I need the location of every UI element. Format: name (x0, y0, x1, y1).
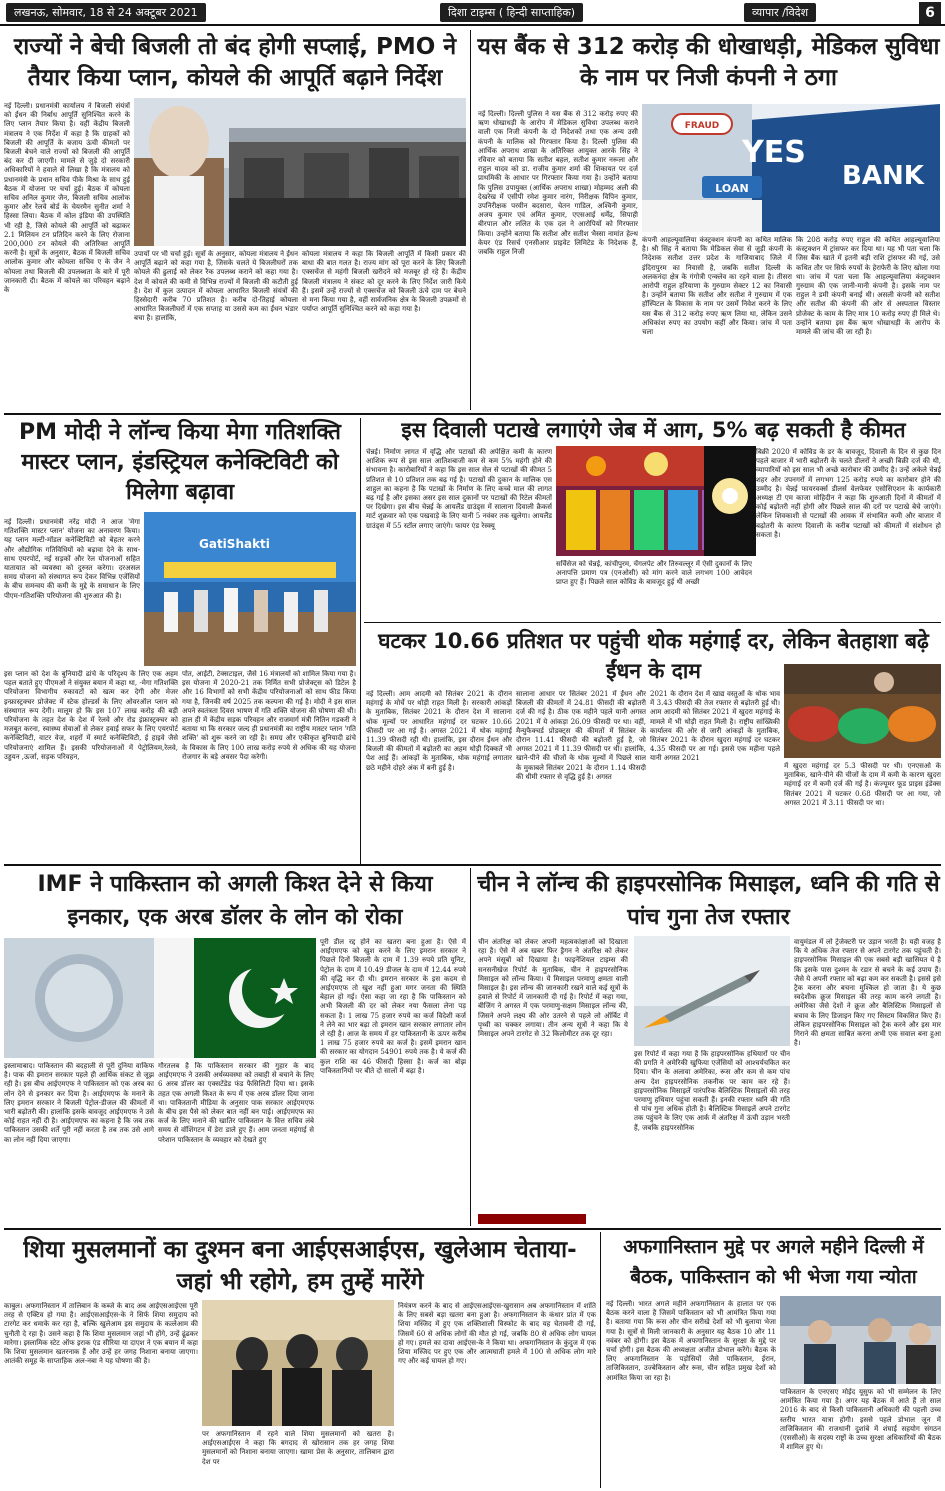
afghan-col1-text: नई दिल्ली। भारत अगले महीने अफगानिस्तान के हालात पर एक बैठक करने वाला है जिसमें पाकिस्तान को भी आमंत्रित किया गया है। बताया गया कि रूस और चीन सरीखे देशों को भी बुलाया भेजा गया है। सूत्रों से मिली जानकारी के अनुसार यह बैठक 10 और 11 नवंबर को होगी। इस बैठक में अफगानिस्तान के सुरक्षा के मुद्दे पर चर्चा होगी। इस बैठक की अध्यक्षता अजीत डोभाल करेंगे। बैठक के लिए अफगानिस्तान के पड़ोसियों जैसे पाकिस्तान, ईरान, ताजिकिस्तान, उज्बेकिस्तान और रूस, चीन सहित प्रमुख देशों को आमंत्रित किया जा रहा है। (606, 1300, 776, 1382)
vegetable-market-photo (784, 664, 941, 758)
imf-pakistan-flags-illustration (4, 938, 316, 1058)
isis-headline: शिया मुसलमानों का दुश्मन बना आईएसआईएस, खुलेआम चेताया- जहां भी रहोगे, हम तुम्हें मारेंगे (23, 1237, 577, 1295)
yes-bank-photo (642, 104, 940, 232)
imf-headline-box (4, 868, 466, 934)
paper-name: दिशा टाइम्स ( हिन्दी साप्ताहिक) (440, 3, 583, 22)
column-rule (600, 1232, 601, 1488)
section-rule (4, 413, 941, 415)
wpi-col3-text: 2021 के दौरान देश में खाद्य वस्तुओं के थोक भाव में 3.43 फीसदी की तेज रफ्तार से बढ़ोतरी हुई थी। आम आदमी को सितंबर 2021 में खुदरा महंगाई के मामले में भी थोड़ी राहत मिली है। राष्ट्रीय सांख्यिकी कार्यालय की ओर से जारी आंकड़ों के मुताबिक, सितंबर 2021 के दौरान खुदरा महंगाई दर घटकर 4.35 फीसदी पर आ गई। इससे एक महीना पहले यानी अगस्त 2021 (650, 690, 780, 763)
page-number: 6 (919, 2, 941, 24)
afghan-headline-box (606, 1232, 941, 1292)
china-col3-text: वायुमंडल में लो ट्रेजेक्टरी पर उड़ान भरती है। यही वजह है कि ये अधिक तेज रफ्तार से अपने टारगेट तक पहुंचती है। हाइपरसोनिक मिसाइल की एक सबसे बड़ी खासियत ये है कि इसके पास दुश्मन के रडार से बचने के कई उपाय हैं। जैसे ये अपनी रफ्तार को बढ़ा कम कर सकती है। इससे इसे ट्रैक करना और बचना मुश्किल हो जाता है। ये कुछ स्वदेशीक क्रूज मिसाइल की तरह काम करने लगती है। अमेरिका जैसे देशों ने क्रूज और बैलिस्टिक मिसाइलों से बचाव के लिए डिजाइन किए गए सिस्टम विकसित किए हैं। लेकिन हाइपरसोनिक मिसाइल को ट्रैक करने और इस मार गिराने की क्षमता साबित करना अभी एक सवाल बना हुआ है। (794, 938, 941, 1048)
china-headline: चीन ने लॉन्च की हाइपरसोनिक मिसाइल, ध्वनि की गति से पांच गुना तेज रफ्तार (477, 872, 940, 930)
gatishakti-stage-illustration (144, 512, 356, 666)
column-rule (470, 30, 471, 410)
gatishakti-launch-photo (144, 512, 356, 666)
isis-fighters-photo (202, 1300, 394, 1426)
diwali-col3-text: बिक्री 2020 में कोविड के डर के बावजूद, दिवाली के दिन से कुछ दिन पहले बाजार में भारी बढ़ोतरी के चलते डीलरों ने अच्छी बिक्री दर्ज की थी, व्यापारियों को इस साल भी अच्छे कारोबार की उम्मीद है। उन्हें अकेले चेन्नई शहर और उपनगरों में लगभग 125 करोड़ रुपये का कारोबार होने की उम्मीद है। चेन्नई फायरवर्क्स डीलर्स वेलफेयर एसोसिएशन के कार्यकारी अध्यक्ष टी एम काजा मोहिदीन ने कहा कि शुरुआती दिनों में कीमतों में कोई बढ़ोतरी नहीं होगी और पिछले साल की दरों पर पटाखे बेचे जाएंगे। लेकिन शिवकाशी से पटाखों की आवक में संभावित कमी और बाजार में बढ़ोतरी के कारण दिवाली के करीब पटाखों को कीमतों में संशोधन हो सकता है। (756, 448, 941, 539)
imf-headline: IMF ने पाकिस्तान को अगली किश्त देने से किया इनकार, एक अरब डॉलर के लोन को रोका (37, 872, 433, 930)
wpi-headline: घटकर 10.66 प्रतिशत पर पहुंची थोक महंगाई दर, लेकिन बेतहाशा बढ़े ईंधन के दाम (378, 629, 929, 683)
china-col1-text: चीन अंतरिक्ष को लेकर अपनी महत्वकांक्षाओं को दिखाता रहा है। ऐसे में अब खबर फिर ड्रैगन ने अंतरिक्ष को लेकर अपने मंसूबों को दिखाया है। फाइनेंशियल टाइम्स की सनसनीखेज रिपोर्ट के मुताबिक, चीन ने हाइपरसोनिक मिसाइल को लॉन्च किया। ये मिसाइल परमाणु क्षमता वाली मिसाइल है। इस लॉन्च की जानकारी रखने वाले कई सूत्रों के हवाले से रिपोर्ट में जानकारी दी गई है। रिपोर्ट में कहा गया, बीजिंग ने अगस्त में एक परमाणु-सक्षम मिसाइल लॉन्च की, जिसने अपने लक्ष्य की ओर उतरने से पहले लो ऑर्बिट में पृथ्वी का चक्कर लगाया। तीन अन्य सूत्रों ने कहा कि ये मिसाइल अपने टारगेट से 32 किलोमीटर तक दूर रहा। (478, 938, 628, 1039)
section-rule (4, 1228, 941, 1230)
wpi-col1-text: नई दिल्ली। आम आदमी को सितंबर 2021 के दौरान महंगाई के मोर्चे पर थोड़ी राहत मिली है। सरकारी आंकड़ों के मुताबिक, सितंबर 2021 के दौरान देश में सालाना थोक मूल्यों पर आधारित महंगाई दर घटकर 10.66 फीसदी पर आ गई है। अगस्त 2021 में थोक महंगाई 11.39 फीसदी रही थी। हालांकि, इस दौरान ईंधन और बिजली की कीमतों में बढ़ोतरी का अहम थोड़ी दिक्कतें भी पेश आई हैं। आंकड़ों के मुताबिक, थोक महंगाई लगातार छठे महीने दोहरे अंक में बनी हुई है। (366, 690, 512, 772)
isis-col2-text: पर अफगानिस्तान में रहने वाले शिया मुसलमानों को खतरा है। आईएसआईएस ने कहा कि बगदाद से खोरासान तक हर जगह शिया मुसलमानों को निशाना बनाया जाएगा। खामा प्रेस के अनुसार, तालिबान द्वारा देश पर (202, 1430, 394, 1466)
loan-label: LOAN (715, 182, 749, 195)
yesbank-col2-text: कंपनी आहल्यूवालिया कंस्ट्रक्शन कंपनी का कथित मालिक है। श्री सिंह ने बताया कि मेडिकल सेवा से जुड़ी कंपनी के निदेशक सतीश उत्तर प्रदेश के गाजियाबाद जिले में इंदिरापुरम का निवासी है, जबकि सतीश दिल्ली के अलकनंदा क्षेत्र के गंगोत्री एन्क्लेव का रहने वाला है। तीसरा आरोपी राहुल हरियाणा के गुरुग्राम सेक्टर 12 का निवासी है। उन्होंने बताया कि सतीश और सतीश ने गुरुग्राम में एक हॉस्पिटल के विकास के नाम पर उसमें निवेश करने के लिए यस बैंक से 312 करोड़ रुपए ऋण लिया था, लेकिन उसने अधिकांश रुपए का उपयोग कहीं और किया। जांच में पता चला (642, 236, 792, 337)
gatishakti-headline: PM मोदी ने लॉन्च किया मेगा गतिशक्ति मास्टर प्लान, इंडस्ट्रियल कनेक्टिविटी को मिलेगा बढ़ावा (19, 420, 341, 505)
sparkler-photo (704, 446, 756, 556)
hypersonic-missile-photo (634, 936, 790, 1046)
yesbank-col1-text: नई दिल्ली। दिल्ली पुलिस ने यस बैंक से 312 करोड़ रुपए की ऋण धोखाधड़ी के आरोप में मेडिकल सुविधा उपलब्ध कराने वाली एक निजी कंपनी के दो निदेशकों तथा एक अन्य उसी कंपनी के मालिक को गिरफ्तार किया है। दिल्ली पुलिस की आर्थिक अपराध शाखा के अतिरिक्त आयुक्त आरके सिंह ने रविवार को बताया कि सतीश बहल, सतीश कुमार नरूला और राहुल यादव को डा. राजीव कुमार शर्मा की शिकायत पर दर्ज प्राथमिकी के आधार पर गिरफ्तार किया गया है। उन्होंने बताया कि पुलिस उपायुक्त (आर्थिक अपराध शाखा) मोहम्मद अली की देखरेख में एसीपी रमेश कुमार नारंग, निरीक्षक विपिन कुमार, उपनिरीक्षक परवीन बदसारा, चेतन गाडिल, अश्विनी कुमार, अजय कुमार एवं अमित कुमार, एएसआई धर्मेंद्र, सिपाही बीरपाल और ललित के एक दल ने आरोपियों को गिरफ्तार किया। उन्होंने बताया कि सतीश और सतीश भैस्सा नामांत हेल्थ केयर एंड रिसर्च एनसीआर प्राइवेट लिमिटेड के निदेशक हैं, जबकि राहुल निजी (478, 110, 638, 257)
officials-meeting-illustration (780, 1296, 941, 1384)
imf-col3-text: पूरी डील रद्द होने का खतरा बना हुआ है। ऐसे में आईएमएफ को खुश करने के लिए इमरान सरकार ने पिछले दिनों बिजली के दाम में 1.39 रुपये प्रति यूनिट, पेट्रोल के दाम में 10.49 डीजल के दाम में 12.44 रुपये की वृद्धि कर दी थी। इमरान सरकार के इस कदम से आईएमएफ तो खुश नहीं हुआ मगर जनता की स्थिति बेहाल हो गई। ऐसा कहा जा रहा है कि पाकिस्तान को अभी बिजली की दर को लेकर नया फैसला लेना पड़ सकता है। 1 लाख 75 हजार रुपये का कर्ज विदेशी कर्ज ने लेने का भार बढ़ा तो इमरान खान सरकार लगातार लोन ले रही है। आज के समय में हर पाकिस्तानी के ऊपर करीब 1 लाख 75 हजार रुपये का कर्ज है। इसमें इमरान खान की सरकार का योगदान 54901 रुपये तक है। ये कर्ज की कुल राशि का 46 फीसदी हिस्सा है। कर्ज का बोझ पाकिस्तानियों पर बीते दो सालों में बढ़ा है। (320, 938, 466, 1075)
wpi-col4-text: में खुदरा महंगाई दर 5.3 फीसदी पर थी। एनएसओ के मुताबिक, खाने-पीने की चीजों के दाम में कमी के कारण खुदरा महंगाई दर में कमी दर्ज की गई है। कंज्यूमर फूड प्राइस इंडेक्स सितंबर 2021 में घटकर 0.68 फीसदी पर आ गया, जो अगस्त 2021 में 3.11 फीसदी पर था। (784, 762, 941, 807)
yesbank-headline-box (476, 32, 941, 94)
power-col2-text: उपायों पर भी चर्चा हुई। सूत्रों के अनुसार, कोयला मंत्रालय ने ईंधन आपूर्ति बढ़ाने को कहा गया है, जिसके चलते ये बिजलीघरों तक कोयले की ढुलाई को लेकर रैक उपलब्ध कराने को कहा गया है। देश में कोयले की कमी से विभिन्न राज्यों में बिजली की कटौती हुई है। देश में कुल उत्पादन में कोयला आधारित बिजली संयंत्रों की हिस्सेदारी करीब 70 प्रतिशत है। करीब दो-तिहाई कोयला आधारित बिजलीघरों में एक सप्ताह या उससे कम का ईंधन भंडार बचा है। हालांकि, (134, 250, 298, 323)
imf-col1-text: इस्लामाबाद। पाकिस्तान की बदहाली से पूरी दुनिया वाकिफ है। पाक की इमरान सरकार पहले ही आर्थिक संकट से जूझ रही है। इस बीच आईएमएफ ने पाकिस्तान को एक अरब का लोन देने से इनकार कर दिया है। आईएमएफ के मनाने के लिए इमरान सरकार ने बिजली पेट्रोल-डीजल की कीमतों में भारी बढ़ोतरी की। हालांकि इसके बावजूद आईएमएफ ने उसे कोई राहत नहीं दी है। आईएमएफ का कहना है कि जब तक पाकिस्तान उसकी शर्तें पूरी नहीं करता है तब तक उसे आगे का लोन नहीं दिया जाएगा। (4, 1062, 154, 1144)
column-rule (470, 868, 471, 1226)
coal-plant-illustration (134, 98, 466, 246)
diwali-col1-text: चेन्नई। निर्माण लागत में वृद्धि और पटाखों की अपेक्षित कमी के कारण आशिक रूप से इस साल आतिशबाजी कम से कम 5% महंगी होने की संभावना है। कारोबारियों ने कहा कि इस साल सेल से पटाखों की कीमत 5 प्रतिशत से 10 प्रतिशत तक बढ़ गई है। पटाखों की दुकान के मालिक एस शाहुल का कहना है कि पटाखों के निर्माण के लिए कच्चे माल की लागत बढ़ गई है और इसका असर इस साल दुकानों पर पटाखों की रिटेल कीमतों पर दिखेगा। इस बीच चेन्नई के आयलैंड ग्राउंड्स में सालाना दिवाली क्रैकर्स मार्ट शुक्रवार को एक पखवाड़े के लिए यानी 5 नवंबर तक खुलेगा। आयलैंड ग्राउंड्स में 55 स्टॉल लगाए जाएंगे। फायर एंड रेस्क्यू (366, 448, 552, 530)
dateline: लखनऊ, सोमवार, 18 से 24 अक्टूबर 2021 (6, 3, 206, 22)
yes-bank-illustration (642, 104, 940, 232)
missile-illustration (634, 936, 790, 1046)
yesbank-headline: यस बैंक से 312 करोड़ की धोखाधड़ी, मेडिकल सुविधा के नाम पर निजी कंपनी ने ठगा (477, 34, 940, 91)
power-lead-text: नई दिल्ली। प्रधानमंत्री कार्यालय ने बिजली संयंत्रों को ईंधन की निर्बाध आपूर्ति सुनिश्चित करने के लिए प्लान तैयार किया है। वहीं केंद्रीय बिजली मंत्रालय ने एक निर्देश में कहा है कि ग्राहकों को बिजली की आपूर्ति के बजाय ऊंची कीमतों पर बिजली बेचने वाले राज्यों को बिजली की आपूर्ति बंद कर दी जाएगी। मामले से जुड़े दो सरकारी अधिकारियों ने हवाले से लिखा है कि मंत्रालय को प्रधानमंत्री के प्रधान सचिव पीके मिश्रा के साथ हुई बैठक में योजना पर चर्चा हुई। बैठक में कोयला सचिव अनिल कुमार जैन, बिजली सचिव आलोक कुमार और रेलवे बोर्ड के चेयरमैन सुनीत शर्मा ने हिस्सा लिया। बैठक में कोल इंडिया की उपस्थिति भी रही है, जिसे कोयले की आपूर्ति को बढ़ाकर 2.1 मिलियन टन प्रतिदिन करने के लिए रोजाना 200,000 टन कोयले की अतिरिक्त आपूर्ति करनी है। सूत्रों के अनुसार, बैठक में बिजली सचिव आलोक कुमार और कोयला सचिव ए के जैन ने कोयला तथा बिजली की उपलब्धता के बारे में पूरी जानकारी दी। बैठक में कोयले का परिवहन बढ़ाने के (4, 102, 130, 295)
vegetable-market-illustration (784, 664, 941, 758)
yes-logo-text: YES (742, 135, 806, 170)
power-story-headline-box (4, 32, 466, 94)
isis-headline-box (4, 1234, 596, 1298)
imf-col2-text: गौरतलब है कि पाकिस्तान सरकार की गुहार के बाद आईएमएफ ने उसकी अर्थव्यवस्था को तबाही से बचाने के लिए 6 अरब डॉलर का एक्सटेंडेड फंड फैसिलिटी दिया था। इसके तहत एक अगली किश्त के रूप में एक अरब डॉलर दिया जाना था। पाकिस्तानी मीडिया के अनुसार पाक सरकार आईएमएफ के बीच इस पैसे को लेकर बात नहीं बन पाई। आईएमएफ का कर्ज के लिए मनाने की खातिर पाकिस्तान के वित्त सचिव लंबे समय से वॉशिंगटन में डेरा डाले हुए हैं। आम जनता महंगाई से परेशान पाकिस्तान के व्यवहार को देखते हुए (158, 1062, 314, 1144)
section-rule (4, 864, 941, 866)
diwali-headline: इस दिवाली पटाखे लगाएंगे जेब में आग, 5% बढ़ सकती है कीमत (401, 418, 906, 442)
isis-col1-text: काबुल। अफगानिस्तान में तालिबान के कब्जे के बाद अब आईएसआईएस पूरी तरह से एक्टिव हो गया है। आईएसआईएस-के ने सिर्फ शिया समुदाय को टारगेट कर धमाके कर रहा है, बल्कि खुलेआम इस समुदाय के कत्लेआम की चुनौती दे रहा है। उसने कहा है कि शिया मुसलमान जहां भी होंगे, उन्हें ढूंढकर मारेगा। इस्लामिक स्टेट ऑफ इराक एंड सीरिया या दाएश ने एक बयान में कहा कि शिया मुसलमान खतरनाक हैं और उन्हें हर जगह निशाना बनाया जाएगा। आतंकी समूह के साप्ताहिक अल-नबा ने यह घोषणा की है। (4, 1302, 198, 1366)
page-header (0, 0, 945, 26)
section-rule (364, 622, 941, 623)
gatishakti-col1-text: इस प्लान को देश के बुनियादी ढांचे के परिदृश्य के लिए एक अहम पहल बताते हुए पीएमओ ने संयुक्त बयान में कहा था, -मेगा गतिशक्ति परियोजना विभागीय रुकावटों को खत्म कर देगी और मेजर इन्फ्रास्ट्रक्चर प्रोजेक्ट में स्टेक होल्डर्स के लिए ओवरऑल प्लान को संस्थागत रूप देगी। मालूम हो कि इस 107 लाख करोड़ की बड़ी परियोजना के तहत देश के देश में रेलवे और रोड इंफ्रास्ट्रक्चर को मजबूत करना, स्वास्थ्य सेवाओं से लेकर हवाई सफर के लिए एयरपोर्ट कनेक्टिविटी, वाटर वेज, शहरों में स्मार्ट कनेक्टिविटी, ई हाइवे जैसे परियोजनाएं शामिल हैं। इसकी परियोजनाओं में पेट्रोलियम,रेलवे, उड्डयन ,ऊर्जा, सड़क परिवहन, (4, 670, 178, 761)
fraud-label: FRAUD (684, 121, 720, 131)
sparkler-illustration (704, 446, 756, 556)
gatishakti-col2-text: पोत, आईटी, टेक्सटाइल, जैसे 16 मंत्रालयों को शामिल किया गया है। इस योजना में 2020-21 तक निर्मित सभी प्रोजेक्ट्स को डिटेल है और 16 विभागों को सभी केंद्रीय परियोजनाओं को साथ फीड किया गया है, जिनकी वर्ष 2025 तक कल्पना की गई है। मोदी ने इस साल अपने स्वतंत्रता दिवस भाषण में गति शक्ति योजना की घोषणा की थी। हाल ही में केंद्रीय सड़क परिवहन और राजमार्ग मंत्री नितिन गडकरी ने बताया था कि सरकार जल्द ही प्रधानमंत्री का राष्ट्रीय मास्टर प्लान 'गति शक्ति' को शुरू करने जा रही है। समग्र और एकीकृत बुनियादी ढांचे के विकास के लिए 100 लाख करोड़ रुपये से अधिक की यह योजना रोजगार के बड़े अवसर पैदा करेगी। (182, 670, 356, 761)
column-rule (360, 418, 361, 864)
red-accent-bar (478, 1214, 586, 1224)
china-col2-text: इस रिपोर्ट में कहा गया है कि हाइपरसोनिक हथियारों पर चीन की प्रगति ने अमेरिकी खुफिया एजेंसियों को आश्चर्यचकित कर दिया। चीन के अलावा अमेरिका, रूस और कम से कम पांच अन्य देश हाइपरसोनिक तकनीक पर काम कर रहे हैं। हाइपरसोनिक मिसाइलें पारंपरिक बैलिस्टिक मिसाइलों की तरह परमाणु हथियार पहुंचा सकती हैं। इनकी रफ्तार ध्वनि की गति से पांच गुना अधिक होती है। बैलिस्टिक मिसाइलें अपने टारगेट तक पहुंचने के लिए एक आर्क में अंतरिक्ष में ऊंची उड़ान भरती हैं, जबकि हाइपरसोनिक (634, 1050, 790, 1132)
isis-col3-text: नियंत्रण करने के बाद से आईएसआईएस-खुरासान अब अफगानिस्तान में शांति के लिए सबसे बड़ा खतरा बना हुआ है। अफगानिस्तान के कंधार प्रांत में एक शिया मस्जिद में हुए एक शक्तिशाली विस्फोट के बाद यह चेतावनी दी गई, जिसमें 60 से अधिक लोगों की मौत हो गई, जबकि 80 से अधिक लोग घायल हो गए। हमले का दावा आईएस-के ने किया था। अफगानिस्तान के कुंदुज में एक शिया मस्जिद पर हुए एक और आत्मघाती हमले में 100 से अधिक लोग मारे गए और कई घायल हो गए। (398, 1302, 596, 1366)
afghan-headline: अफगानिस्तान मुद्दे पर अगले महीने दिल्ली में बैठक, पाकिस्तान को भी भेजा गया न्योता (623, 1236, 924, 1288)
diwali-col2-text: सर्विसेज को चेन्नई, कांचीपुरम, चेंगलपेट और तिरुवल्लूर में ऐसी दुकानों के लिए अनापत्ति प्रमाण पत्र (एनओसी) को मांग करने वाले लगभग 100 आवेदन प्राप्त हुए हैं। पिछले साल कोविड के बावजूद हुई थी अच्छी (556, 560, 752, 587)
bank-logo-text: BANK (842, 161, 924, 191)
coal-plant-photo (134, 98, 466, 246)
gatishakti-lead-text: नई दिल्ली। प्रधानमंत्री नरेंद्र मोदी ने आज 'मेगा गतिशक्ति मास्टर प्लान' योजना का अनावरण किया। यह प्लान मल्टी-मॉडल कनेक्टिविटी को बेहतर करने और औद्योगिक गतिविधियों को बढ़ावा देने के साथ-साथ एयरपोर्ट, नई सड़कों और रेल योजनाओं सहित यातायात को व्यवस्था को दुरुस्त करेगा। दरअसल समग्र योजना को संस्थागत रूप देकर विभिन्न एजेंसियों के बीच समन्वय की कमी के मुद्दे के समाधान के लिए पीएम-गतिशक्ति परियोजना की शुरुआत की है। (4, 518, 140, 600)
power-headline: राज्यों ने बेची बिजली तो बंद होगी सप्लाई, PMO ने तैयार किया प्लान, कोयले की आपूर्ति बढ़ाने निर्देश (13, 34, 457, 91)
yesbank-col3-text: कि 208 करोड़ रुपए राहुल की कथित आहल्यूवालिया कंस्ट्रक्शन में ट्रांसफर कर दिया था। यह भी पता चला कि जिस बैंक खाते में इतनी बड़ी राशि ट्रांसफर की गई, उसे कथित तौर पर सिर्फ रुपयों के हेराफेरी के लिए खोला गया था। जांच में पता चला कि आहल्यूवालिया कंस्ट्रक्शन गुरुग्राम की एक जानी-मानी कंपनी है। इसके नाम पर राहुल ने डमी कंपनी बनाई थी। असली कंपनी को सतीश और सतीश की कंपनी की ओर से अस्पताल विस्तार प्रोजेक्ट के काम के लिए मात्र 10 करोड़ रुपए ही मिले थे। उन्होंने बताया इस बैंक ऋण धोखाधड़ी के आरोप के मामले की जांच की जा रही है। (796, 236, 940, 337)
afghan-col2-text: पाकिस्तान के एनएसए मोईद यूसुफ को भी सम्मेलन के लिए आमंत्रित किया गया है। अगर यह बैठक में आते हैं तो साल 2016 के बाद से किसी पाकिस्तानी अधिकारी की पहली उच्च स्तरीय भारत यात्रा होगी। इससे पहले डोभाल जून में ताजिकिस्तान की राजधानी दुशांबे में शंघाई सहयोग संगठन (एससीओ) के सदस्य राष्ट्रों के उच्च सुरक्षा अधिकारियों की बैठक में शामिल हुए थे। (780, 1388, 941, 1452)
diwali-headline-box (366, 416, 941, 444)
officials-meeting-photo (780, 1296, 941, 1384)
wpi-col2-text: सालाना आधार पर सितंबर 2021 में ईंधन और बिजली की कीमतों में 24.81 फीसदी की बढ़ोतरी दर्ज की गई है। ठीक एक महीने पहले यानी अगस्त 2021 में ये आंकड़ा 26.09 फीसदी पर था। वहीं, मैन्युफैक्चर्ड प्रोडक्ट्स की कीमतों में सितंबर के दौरान 11.41 फीसदी की बढ़ोतरी हुई है, जो अगस्त 2021 में 11.39 फीसदी पर थी। हालांकि, खाने-पीने की चीजों के थोक मूल्यों में पिछले साल के मुकाबले सितंबर 2021 के दौरान 1.14 फीसदी की धीमी रफ्तार से वृद्धि हुई है। अगस्त (516, 690, 646, 781)
imf-pakistan-flags-photo (4, 938, 316, 1058)
power-col3-text: कोयला मंत्रालय ने कहा कि बिजली आपूर्ति में किसी प्रकार की बाधा की बात गलत है। राज्य मांग को पूरा करने के लिए बिजली एक्सचेंज से महंगी बिजली खरीदने को मजबूर हो रहे हैं। केंद्रीय बिजली मंत्रालय ने संकट को दूर करने के लिए निर्देश जारी किये हैं। इसमें उन्हें राज्यों से एक्सचेंज को बिजली ऊंचे दाम पर बेचने से मना किया गया है, वहीं सार्वजनिक क्षेत्र के बिजली उपक्रमों से पर्याप्त आपूर्ति सुनिश्चित करने को कहा गया है। (302, 250, 466, 314)
gatishakti-banner-text: GatiShakti (199, 537, 270, 551)
section-name: व्यापार /विदेश (744, 3, 816, 22)
china-headline-box (476, 868, 941, 934)
isis-fighters-illustration (202, 1300, 394, 1426)
gatishakti-headline-box (4, 418, 356, 508)
